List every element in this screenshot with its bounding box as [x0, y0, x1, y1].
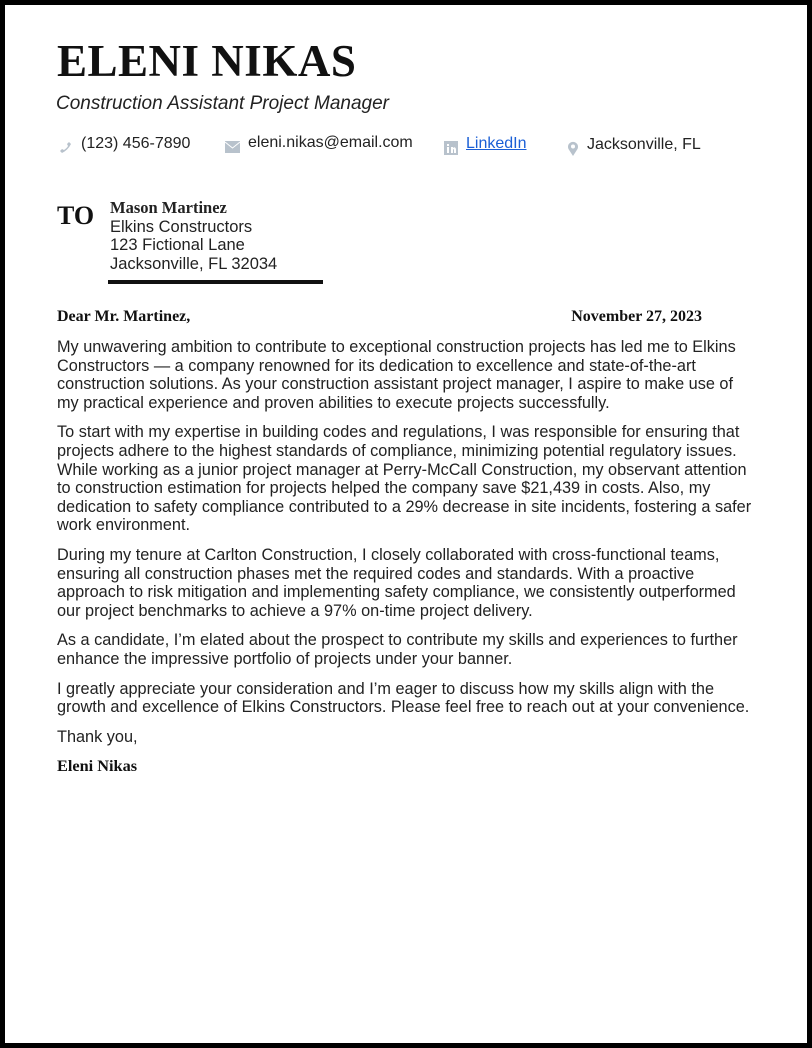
body-paragraph: To start with my expertise in building codes and regulations, I was responsible for ensuring that projects adhere to the highest standards of compliance, minimizing potential regulatory issues. While working as a junior project manager at Perry-McCall Construction, my observant attention to construction estimation for projects helped the company save $21,439 in costs. Also, my dedication to safety compliance contributed to a 29% decrease in site incidents, fostering a safer work environment.: [57, 423, 752, 535]
cover-letter-page: [5, 5, 807, 1043]
contact-linkedin: [444, 133, 527, 155]
linkedin-link[interactable]: LinkedIn: [466, 135, 527, 152]
phone-text: (123) 456-7890: [81, 135, 191, 152]
location-text: Jacksonville, FL: [587, 135, 701, 153]
linkedin-icon: [444, 141, 458, 155]
body-paragraph: I greatly appreciate your consideration and I’m eager to discuss how my skills align with the growth and excellence of Elkins Constructors. Please feel free to reach out at your convenience.: [57, 679, 750, 717]
salutation: Dear Mr. Martinez,: [57, 308, 191, 325]
mail-icon: [225, 141, 240, 153]
body-paragraph: As a candidate, I’m elated about the prospect to contribute my skills and experiences to further enhance the impressive portfolio of projects under your banner.: [57, 631, 738, 668]
email-text[interactable]: eleni.nikas@email.com: [248, 134, 413, 151]
body-paragraph: My unwavering ambition to contribute to exceptional construction projects has led me to Elkins Constructors — a company renowned for its dedication to excellence and state-of-the-art construction solutions. As your construction assistant project manager, I aspire to make use of my practical experience and proven abilities to execute projects successfully.: [57, 338, 736, 412]
phone-icon: [59, 141, 73, 155]
contact-email: [225, 133, 413, 153]
body-paragraph: During my tenure at Carlton Construction, I closely collaborated with cross-functional teams, ensuring all construction phases met the required codes and standards. With a proactive approach to risk mitigation and implementing safety compliance, we consistently outperformed our project benchmarks to achieve a 97% on-time project delivery.: [57, 545, 736, 620]
contact-location: [567, 133, 701, 156]
recipient-street: 123 Fictional Lane: [110, 236, 245, 255]
recipient-company: Elkins Constructors: [110, 217, 253, 236]
recipient-name: Mason Martinez: [110, 198, 227, 217]
to-label: TO: [57, 201, 95, 230]
applicant-title: Construction Assistant Project Manager: [56, 93, 390, 114]
letter-date: November 27, 2023: [571, 308, 702, 325]
recipient-city: Jacksonville, FL 32034: [110, 254, 278, 273]
applicant-name: ELENI NIKAS: [57, 36, 357, 86]
letter-body: [57, 338, 752, 787]
divider-rule: [108, 280, 323, 284]
closing: Thank you,: [57, 727, 138, 746]
contact-phone: [59, 133, 190, 155]
recipient-block: [110, 199, 277, 273]
signature: Eleni Nikas: [57, 756, 138, 776]
location-pin-icon: [567, 141, 579, 156]
